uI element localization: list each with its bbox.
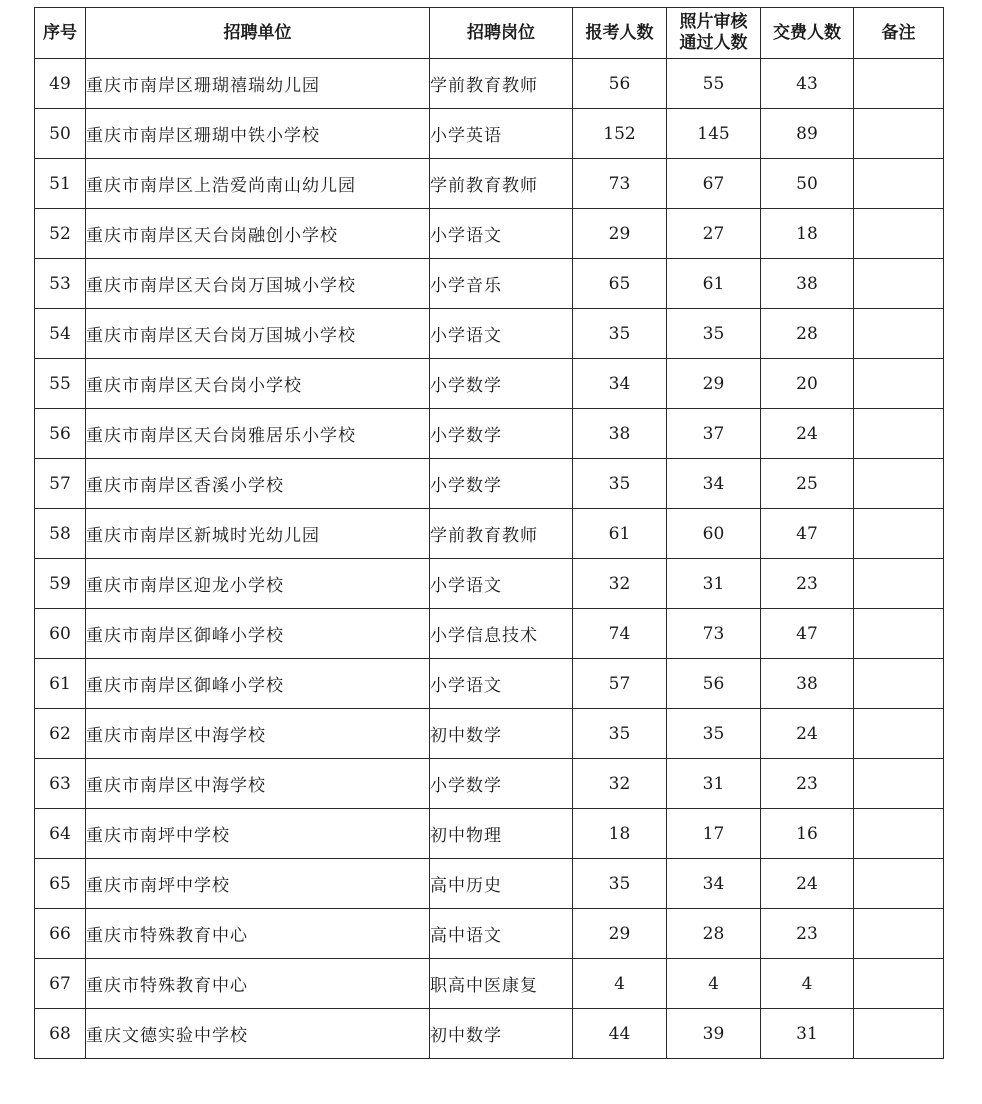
cell-approved: 73 bbox=[667, 609, 761, 659]
table-row bbox=[35, 559, 944, 609]
cell-unit: 重庆文德实验中学校 bbox=[86, 1009, 430, 1059]
cell-note bbox=[854, 909, 944, 959]
cell-applicants: 35 bbox=[573, 859, 667, 909]
header-unit: 招聘单位 bbox=[86, 8, 430, 59]
cell-paid: 20 bbox=[761, 359, 854, 409]
cell-approved: 34 bbox=[667, 459, 761, 509]
cell-no: 51 bbox=[35, 159, 86, 209]
cell-unit: 重庆市南岸区天台岗雅居乐小学校 bbox=[86, 409, 430, 459]
table-row bbox=[35, 1009, 944, 1059]
cell-paid: 43 bbox=[761, 59, 854, 109]
cell-applicants: 35 bbox=[573, 309, 667, 359]
cell-approved: 37 bbox=[667, 409, 761, 459]
cell-unit: 重庆市南岸区新城时光幼儿园 bbox=[86, 509, 430, 559]
cell-unit: 重庆市南岸区香溪小学校 bbox=[86, 459, 430, 509]
cell-paid: 38 bbox=[761, 259, 854, 309]
cell-no: 49 bbox=[35, 59, 86, 109]
cell-applicants: 35 bbox=[573, 459, 667, 509]
cell-applicants: 65 bbox=[573, 259, 667, 309]
table-row bbox=[35, 509, 944, 559]
cell-applicants: 4 bbox=[573, 959, 667, 1009]
cell-position: 小学音乐 bbox=[430, 259, 573, 309]
cell-no: 58 bbox=[35, 509, 86, 559]
cell-position: 小学语文 bbox=[430, 659, 573, 709]
cell-paid: 50 bbox=[761, 159, 854, 209]
cell-paid: 24 bbox=[761, 709, 854, 759]
cell-unit: 重庆市南岸区中海学校 bbox=[86, 709, 430, 759]
cell-paid: 38 bbox=[761, 659, 854, 709]
cell-position: 学前教育教师 bbox=[430, 159, 573, 209]
table-row bbox=[35, 359, 944, 409]
cell-unit: 重庆市南岸区上浩爱尚南山幼儿园 bbox=[86, 159, 430, 209]
table-row bbox=[35, 459, 944, 509]
cell-approved: 4 bbox=[667, 959, 761, 1009]
cell-applicants: 74 bbox=[573, 609, 667, 659]
table-row bbox=[35, 759, 944, 809]
header-row bbox=[35, 8, 944, 59]
cell-approved: 39 bbox=[667, 1009, 761, 1059]
cell-no: 67 bbox=[35, 959, 86, 1009]
cell-approved: 31 bbox=[667, 759, 761, 809]
cell-paid: 18 bbox=[761, 209, 854, 259]
cell-unit: 重庆市南岸区天台岗万国城小学校 bbox=[86, 309, 430, 359]
table-row bbox=[35, 309, 944, 359]
cell-note bbox=[854, 409, 944, 459]
cell-no: 52 bbox=[35, 209, 86, 259]
cell-unit: 重庆市南岸区中海学校 bbox=[86, 759, 430, 809]
cell-approved: 67 bbox=[667, 159, 761, 209]
cell-applicants: 152 bbox=[573, 109, 667, 159]
cell-approved: 145 bbox=[667, 109, 761, 159]
cell-paid: 4 bbox=[761, 959, 854, 1009]
cell-unit: 重庆市特殊教育中心 bbox=[86, 909, 430, 959]
cell-no: 50 bbox=[35, 109, 86, 159]
cell-applicants: 32 bbox=[573, 559, 667, 609]
cell-position: 小学英语 bbox=[430, 109, 573, 159]
cell-position: 学前教育教师 bbox=[430, 509, 573, 559]
cell-position: 小学语文 bbox=[430, 559, 573, 609]
table-body bbox=[35, 59, 944, 1059]
cell-unit: 重庆市南岸区天台岗万国城小学校 bbox=[86, 259, 430, 309]
cell-applicants: 38 bbox=[573, 409, 667, 459]
cell-no: 53 bbox=[35, 259, 86, 309]
cell-paid: 24 bbox=[761, 409, 854, 459]
cell-paid: 28 bbox=[761, 309, 854, 359]
cell-unit: 重庆市南岸区珊瑚中铁小学校 bbox=[86, 109, 430, 159]
cell-note bbox=[854, 59, 944, 109]
cell-position: 职高中医康复 bbox=[430, 959, 573, 1009]
cell-unit: 重庆市南岸区御峰小学校 bbox=[86, 659, 430, 709]
table-row bbox=[35, 209, 944, 259]
cell-unit: 重庆市南岸区珊瑚禧瑞幼儿园 bbox=[86, 59, 430, 109]
cell-no: 54 bbox=[35, 309, 86, 359]
cell-applicants: 29 bbox=[573, 909, 667, 959]
cell-note bbox=[854, 859, 944, 909]
cell-approved: 28 bbox=[667, 909, 761, 959]
cell-note bbox=[854, 259, 944, 309]
cell-applicants: 61 bbox=[573, 509, 667, 559]
cell-applicants: 44 bbox=[573, 1009, 667, 1059]
cell-approved: 61 bbox=[667, 259, 761, 309]
recruitment-table bbox=[34, 7, 944, 1059]
table-row bbox=[35, 909, 944, 959]
cell-paid: 89 bbox=[761, 109, 854, 159]
cell-note bbox=[854, 609, 944, 659]
table-row bbox=[35, 659, 944, 709]
cell-position: 学前教育教师 bbox=[430, 59, 573, 109]
cell-position: 初中数学 bbox=[430, 1009, 573, 1059]
cell-position: 小学数学 bbox=[430, 759, 573, 809]
cell-note bbox=[854, 1009, 944, 1059]
cell-no: 68 bbox=[35, 1009, 86, 1059]
cell-paid: 23 bbox=[761, 559, 854, 609]
cell-no: 65 bbox=[35, 859, 86, 909]
header-no: 序号 bbox=[35, 8, 86, 59]
cell-no: 63 bbox=[35, 759, 86, 809]
header-photo-approved-text bbox=[680, 12, 748, 54]
cell-paid: 47 bbox=[761, 609, 854, 659]
table-row bbox=[35, 109, 944, 159]
cell-applicants: 18 bbox=[573, 809, 667, 859]
cell-paid: 47 bbox=[761, 509, 854, 559]
cell-position: 小学数学 bbox=[430, 359, 573, 409]
header-position: 招聘岗位 bbox=[430, 8, 573, 59]
header-photo-line2: 通过人数 bbox=[679, 33, 748, 53]
cell-note bbox=[854, 759, 944, 809]
table-row bbox=[35, 609, 944, 659]
cell-paid: 25 bbox=[761, 459, 854, 509]
cell-position: 小学信息技术 bbox=[430, 609, 573, 659]
cell-paid: 23 bbox=[761, 909, 854, 959]
cell-no: 57 bbox=[35, 459, 86, 509]
table-header bbox=[35, 8, 944, 59]
cell-note bbox=[854, 209, 944, 259]
cell-unit: 重庆市南岸区天台岗融创小学校 bbox=[86, 209, 430, 259]
cell-applicants: 35 bbox=[573, 709, 667, 759]
cell-approved: 55 bbox=[667, 59, 761, 109]
cell-applicants: 56 bbox=[573, 59, 667, 109]
cell-approved: 35 bbox=[667, 709, 761, 759]
cell-no: 59 bbox=[35, 559, 86, 609]
cell-paid: 16 bbox=[761, 809, 854, 859]
cell-note bbox=[854, 709, 944, 759]
cell-no: 60 bbox=[35, 609, 86, 659]
cell-no: 61 bbox=[35, 659, 86, 709]
cell-no: 66 bbox=[35, 909, 86, 959]
table-row bbox=[35, 159, 944, 209]
cell-unit: 重庆市特殊教育中心 bbox=[86, 959, 430, 1009]
cell-applicants: 29 bbox=[573, 209, 667, 259]
cell-unit: 重庆市南岸区御峰小学校 bbox=[86, 609, 430, 659]
cell-approved: 31 bbox=[667, 559, 761, 609]
cell-no: 55 bbox=[35, 359, 86, 409]
cell-note bbox=[854, 159, 944, 209]
cell-unit: 重庆市南岸区迎龙小学校 bbox=[86, 559, 430, 609]
cell-note bbox=[854, 459, 944, 509]
cell-approved: 34 bbox=[667, 859, 761, 909]
header-photo-approved bbox=[667, 8, 761, 59]
table-row bbox=[35, 809, 944, 859]
cell-paid: 31 bbox=[761, 1009, 854, 1059]
cell-position: 小学数学 bbox=[430, 409, 573, 459]
cell-unit: 重庆市南岸区天台岗小学校 bbox=[86, 359, 430, 409]
cell-unit: 重庆市南坪中学校 bbox=[86, 859, 430, 909]
cell-note bbox=[854, 959, 944, 1009]
table-row bbox=[35, 959, 944, 1009]
cell-applicants: 73 bbox=[573, 159, 667, 209]
cell-note bbox=[854, 809, 944, 859]
cell-note bbox=[854, 359, 944, 409]
cell-approved: 27 bbox=[667, 209, 761, 259]
header-photo-line1: 照片审核 bbox=[679, 12, 748, 32]
cell-position: 小学数学 bbox=[430, 459, 573, 509]
cell-position: 小学语文 bbox=[430, 209, 573, 259]
cell-position: 小学语文 bbox=[430, 309, 573, 359]
cell-approved: 56 bbox=[667, 659, 761, 709]
cell-approved: 35 bbox=[667, 309, 761, 359]
cell-note bbox=[854, 559, 944, 609]
cell-applicants: 34 bbox=[573, 359, 667, 409]
cell-approved: 60 bbox=[667, 509, 761, 559]
header-applicants: 报考人数 bbox=[573, 8, 667, 59]
cell-note bbox=[854, 109, 944, 159]
cell-no: 62 bbox=[35, 709, 86, 759]
cell-applicants: 57 bbox=[573, 659, 667, 709]
cell-no: 64 bbox=[35, 809, 86, 859]
table-row bbox=[35, 259, 944, 309]
header-note: 备注 bbox=[854, 8, 944, 59]
cell-position: 初中物理 bbox=[430, 809, 573, 859]
table-row bbox=[35, 859, 944, 909]
cell-paid: 23 bbox=[761, 759, 854, 809]
table-row bbox=[35, 709, 944, 759]
cell-approved: 29 bbox=[667, 359, 761, 409]
cell-paid: 24 bbox=[761, 859, 854, 909]
cell-approved: 17 bbox=[667, 809, 761, 859]
cell-position: 高中语文 bbox=[430, 909, 573, 959]
cell-no: 56 bbox=[35, 409, 86, 459]
cell-position: 高中历史 bbox=[430, 859, 573, 909]
table-row bbox=[35, 59, 944, 109]
cell-note bbox=[854, 509, 944, 559]
cell-note bbox=[854, 309, 944, 359]
cell-unit: 重庆市南坪中学校 bbox=[86, 809, 430, 859]
cell-note bbox=[854, 659, 944, 709]
header-paid: 交费人数 bbox=[761, 8, 854, 59]
cell-position: 初中数学 bbox=[430, 709, 573, 759]
cell-applicants: 32 bbox=[573, 759, 667, 809]
table-row bbox=[35, 409, 944, 459]
